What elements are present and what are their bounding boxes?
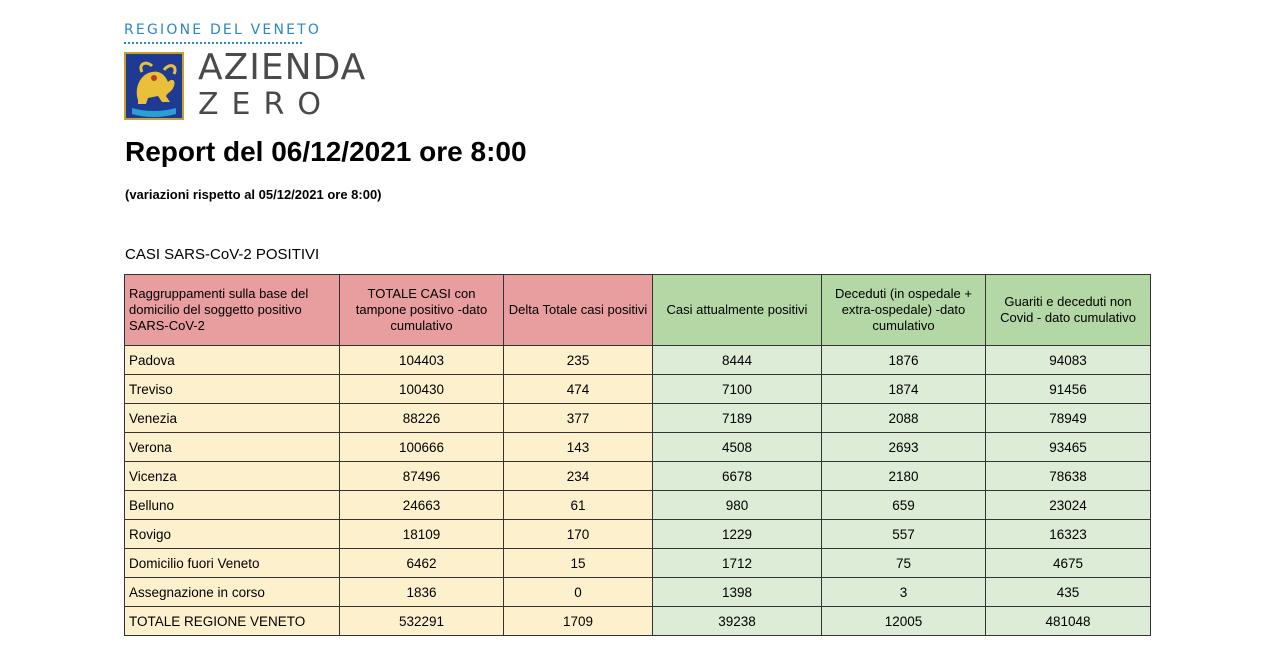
row-label-cell: Verona: [125, 433, 340, 462]
table-cell: 61: [504, 491, 653, 520]
table-cell: 7100: [653, 375, 822, 404]
table-cell: 234: [504, 462, 653, 491]
table-cell: 78638: [986, 462, 1151, 491]
row-label-cell: Treviso: [125, 375, 340, 404]
lion-shield-icon: [124, 52, 184, 122]
table-cell: 23024: [986, 491, 1151, 520]
row-label-cell: Belluno: [125, 491, 340, 520]
row-label-cell: Rovigo: [125, 520, 340, 549]
table-cell: 2693: [822, 433, 986, 462]
table-cell: 1398: [653, 578, 822, 607]
table-cell: 94083: [986, 346, 1151, 375]
column-header: Guariti e deceduti non Covid - dato cumulativo: [986, 275, 1151, 346]
row-label-cell: Venezia: [125, 404, 340, 433]
table-row: [125, 607, 1151, 636]
row-label-cell: Padova: [125, 346, 340, 375]
table-cell: 75: [822, 549, 986, 578]
table-cell: 1709: [504, 607, 653, 636]
table-cell: 980: [653, 491, 822, 520]
table-row: [125, 375, 1151, 404]
table-cell: 2180: [822, 462, 986, 491]
row-label-cell: Vicenza: [125, 462, 340, 491]
table-row: [125, 462, 1151, 491]
logo-azienda-text: AZIENDA: [198, 47, 367, 88]
table-cell: 39238: [653, 607, 822, 636]
table-cell: 1712: [653, 549, 822, 578]
table-cell: 1874: [822, 375, 986, 404]
table-row: [125, 491, 1151, 520]
page-subtitle: (variazioni rispetto al 05/12/2021 ore 8:00): [125, 187, 382, 202]
logo-dotted-divider: [124, 42, 302, 44]
table-cell: 435: [986, 578, 1151, 607]
table-row: [125, 346, 1151, 375]
column-header: Casi attualmente positivi: [653, 275, 822, 346]
row-label-cell: TOTALE REGIONE VENETO: [125, 607, 340, 636]
table-cell: 6678: [653, 462, 822, 491]
cases-table: [124, 274, 1151, 636]
page-title: Report del 06/12/2021 ore 8:00: [125, 136, 527, 167]
table-cell: 100666: [340, 433, 504, 462]
column-header: Delta Totale casi positivi: [504, 275, 653, 346]
table-cell: 18109: [340, 520, 504, 549]
table-cell: 87496: [340, 462, 504, 491]
table-cell: 235: [504, 346, 653, 375]
table-cell: 4675: [986, 549, 1151, 578]
table-cell: 12005: [822, 607, 986, 636]
table-cell: 93465: [986, 433, 1151, 462]
table-cell: 474: [504, 375, 653, 404]
column-header: Raggruppamenti sulla base del domicilio del soggetto positivo SARS-CoV-2: [125, 275, 340, 346]
table-cell: 2088: [822, 404, 986, 433]
table-cell: 4508: [653, 433, 822, 462]
logo-zero-text: ZERO: [198, 87, 334, 122]
table-cell: 377: [504, 404, 653, 433]
table-row: [125, 404, 1151, 433]
table-cell: 24663: [340, 491, 504, 520]
table-cell: 1876: [822, 346, 986, 375]
column-header: TOTALE CASI con tampone positivo -dato cumulativo: [340, 275, 504, 346]
table-row: [125, 578, 1151, 607]
column-header: Deceduti (in ospedale + extra-ospedale) -dato cumulativo: [822, 275, 986, 346]
table-row: [125, 433, 1151, 462]
table-cell: 6462: [340, 549, 504, 578]
table-cell: 1229: [653, 520, 822, 549]
table-cell: 78949: [986, 404, 1151, 433]
table-cell: 659: [822, 491, 986, 520]
table-cell: 3: [822, 578, 986, 607]
table-cell: 0: [504, 578, 653, 607]
section-title: CASI SARS-CoV-2 POSITIVI: [125, 246, 320, 263]
table-cell: 532291: [340, 607, 504, 636]
table-cell: 170: [504, 520, 653, 549]
table-cell: 16323: [986, 520, 1151, 549]
table-row: [125, 549, 1151, 578]
table-cell: 481048: [986, 607, 1151, 636]
table-cell: 88226: [340, 404, 504, 433]
table-cell: 104403: [340, 346, 504, 375]
table-cell: 8444: [653, 346, 822, 375]
table-header-row: [125, 275, 1151, 346]
table-cell: 143: [504, 433, 653, 462]
table-cell: 91456: [986, 375, 1151, 404]
row-label-cell: Assegnazione in corso: [125, 578, 340, 607]
table-row: [125, 520, 1151, 549]
table-cell: 1836: [340, 578, 504, 607]
table-cell: 7189: [653, 404, 822, 433]
logo-region-text: REGIONE DEL VENETO: [124, 22, 322, 38]
row-label-cell: Domicilio fuori Veneto: [125, 549, 340, 578]
table-cell: 557: [822, 520, 986, 549]
table-cell: 100430: [340, 375, 504, 404]
table-cell: 15: [504, 549, 653, 578]
